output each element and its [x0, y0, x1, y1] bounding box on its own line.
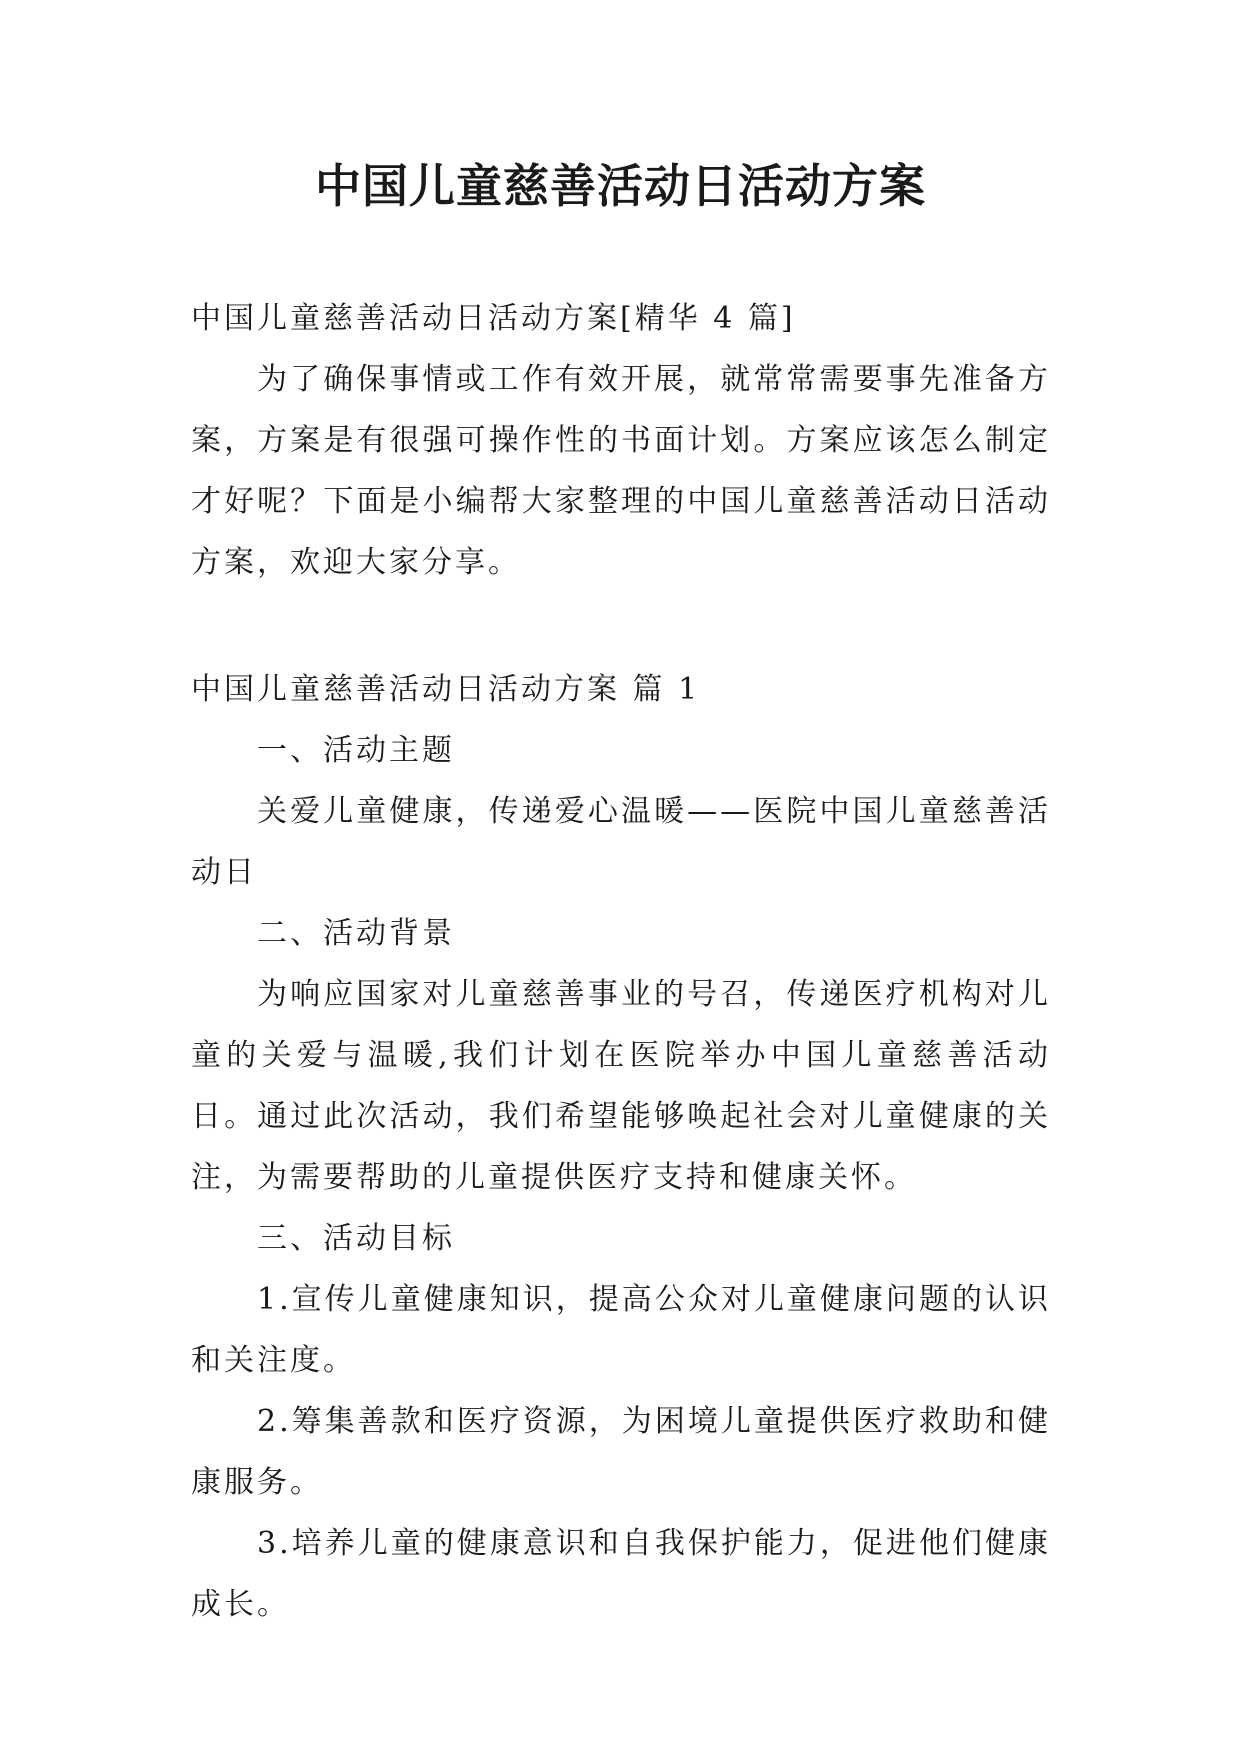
intro-paragraph: 为了确保事情或工作有效开展，就常常需要事先准备方案，方案是有很强可操作性的书面计划。方案应该怎么制定才好呢？下面是小编帮大家整理的中国儿童慈善活动日活动方案，欢迎大家分享。	[191, 362, 1051, 580]
goal-item-1: 1.宣传儿童健康知识，提高公众对儿童健康问题的认识和关注度。	[191, 1282, 1051, 1378]
heading-background: 二、活动背景	[257, 916, 455, 951]
goal-item-2: 2.筹集善款和医疗资源，为困境儿童提供医疗救助和健康服务。	[191, 1404, 1051, 1500]
subtitle-line: 中国儿童慈善活动日活动方案[精华 4 篇]	[191, 301, 796, 336]
heading-theme: 一、活动主题	[257, 733, 455, 768]
section-heading: 中国儿童慈善活动日活动方案 篇 1	[191, 672, 701, 707]
heading-goals: 三、活动目标	[257, 1221, 455, 1256]
goal-item-3: 3.培养儿童的健康意识和自我保护能力，促进他们健康成长。	[191, 1526, 1051, 1622]
document-title: 中国儿童慈善活动日活动方案	[315, 159, 926, 213]
document-body	[191, 288, 1051, 1635]
theme-paragraph: 关爱儿童健康，传递爱心温暖——医院中国儿童慈善活动日	[191, 794, 1051, 890]
background-paragraph: 为响应国家对儿童慈善事业的号召，传递医疗机构对儿童的关爱与温暖,我们计划在医院举办中国儿童慈善活动日。通过此次活动，我们希望能够唤起社会对儿童健康的关注，为需要帮助的儿童提供医疗支持和健康关怀。	[191, 977, 1051, 1195]
